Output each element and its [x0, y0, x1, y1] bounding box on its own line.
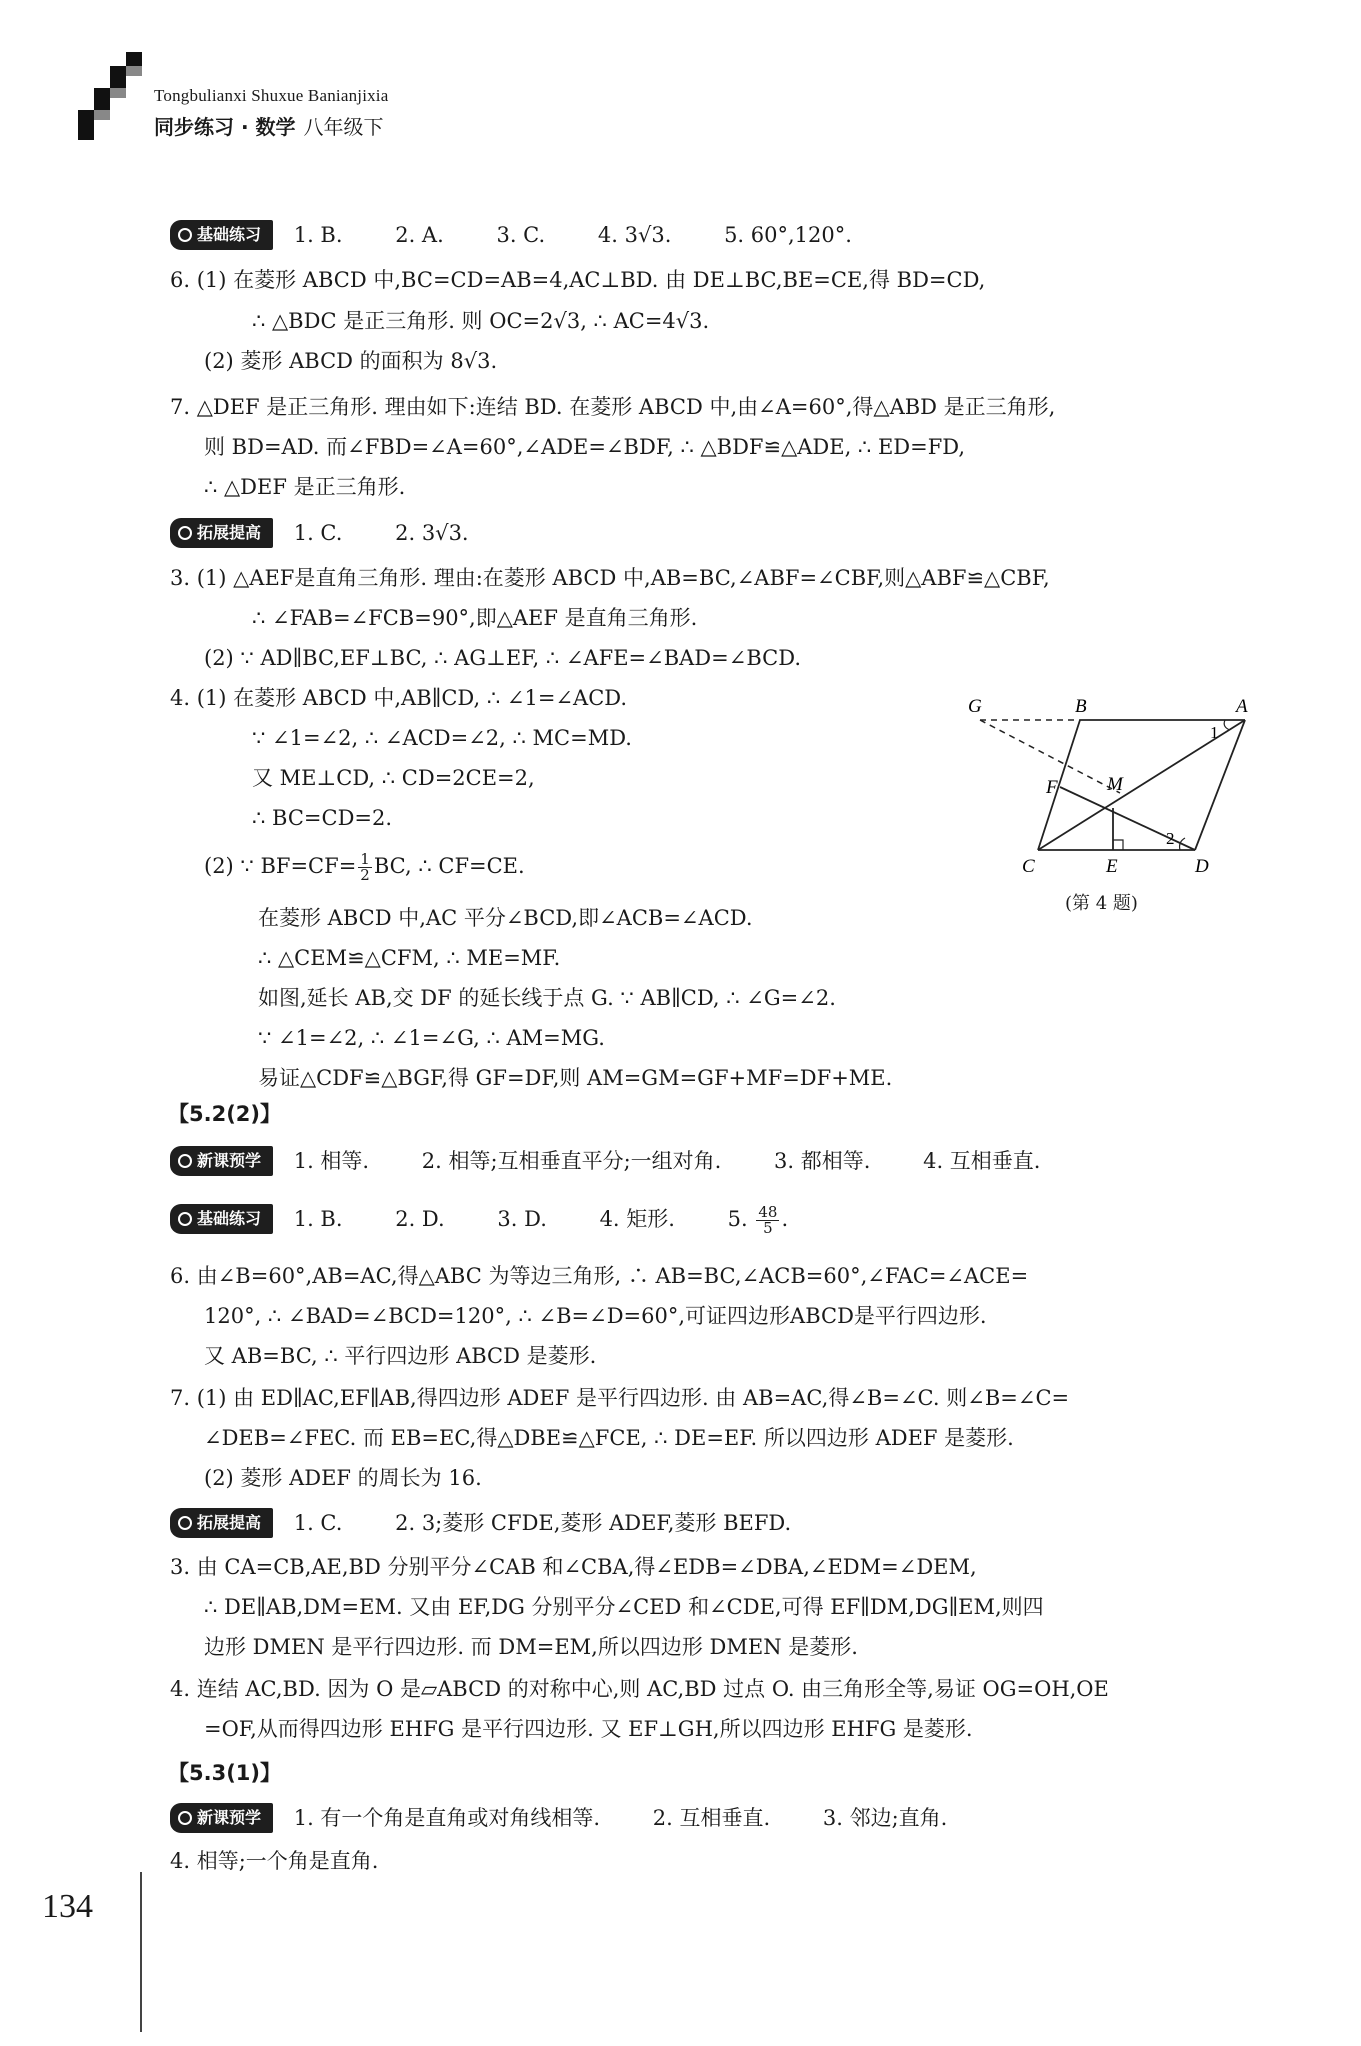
answer-row-preview-1: 新课预学 1. 相等. 2. 相等;互相垂直平分;一组对角. 3. 都相等. 4. 互相垂直.: [170, 1146, 1040, 1176]
figure-label-angle-2: 2: [1166, 829, 1175, 848]
answer-b3-line-2: ∴ ∠FAB=∠FCB=90°,即△AEF 是直角三角形.: [252, 606, 698, 630]
figure-label-f: F: [1046, 777, 1058, 798]
answer-b4-line-5: (2) ∵ BF=CF= $\frac{1}{2}$ BC, ∴ CF=CE.: [204, 850, 525, 884]
section-heading-5-2-2: 【5.2(2)】: [168, 1102, 282, 1126]
answer-7-line-1: 7. △DEF 是正三角形. 理由如下:连结 BD. 在菱形 ABCD 中,由∠A=60°,得△ABD 是正三角形,: [170, 395, 1056, 419]
answer-row-extend-1: 拓展提高 1. C. 2. 3√3.: [170, 518, 469, 548]
figure-right-angle-mark: [1113, 840, 1123, 850]
question-4-figure: [960, 690, 1250, 880]
figure-label-b: B: [1075, 696, 1087, 717]
figure-label-angle-1: 1: [1210, 723, 1219, 742]
answer-d7-line-2: ∠DEB=∠FEC. 而 EB=EC,得△DBE≌△FCE, ∴ DE=EF. 所以四边形 ADEF 是菱形.: [204, 1426, 1014, 1450]
answer-b3-line-1: 3. (1) △AEF是直角三角形. 理由:在菱形 ABCD 中,AB=BC,∠ABF=∠CBF,则△ABF≌△CBF,: [170, 566, 1050, 590]
figure-angle1-arc: [1224, 720, 1230, 730]
figure-label-c: C: [1022, 856, 1035, 877]
badge-extension: 拓展提高: [170, 518, 273, 548]
header-title: 同步练习 · 数学: [154, 115, 296, 139]
figure-label-d: D: [1195, 856, 1209, 877]
book-icon: [178, 228, 192, 242]
answer-b4-line-10: 易证△CDF≌△BGF,得 GF=DF,则 AM=GM=GF+MF=DF+ME.: [258, 1066, 893, 1090]
figure-caption: (第 4 题): [1065, 893, 1138, 914]
book-icon: [178, 526, 192, 540]
page-number: 134: [42, 1888, 93, 1925]
badge-preview-2: 新课预学: [170, 1803, 273, 1833]
header-subtitle: 八年级下: [303, 115, 384, 139]
badge-extension-2: 拓展提高: [170, 1508, 273, 1538]
figure-label-g: G: [968, 696, 982, 717]
answer-d6-line-3: 又 AB=BC, ∴ 平行四边形 ABCD 是菱形.: [204, 1344, 597, 1368]
figure-line-df: [1060, 787, 1195, 850]
answer-6-line-1: 6. (1) 在菱形 ABCD 中,BC=CD=AB=4,AC⊥BD. 由 DE⊥BC,BE=CE,得 BD=CD,: [170, 268, 986, 292]
answer-d6-line-1: 6. 由∠B=60°,AB=AC,得△ABC 为等边三角形, ∴ AB=BC,∠ACB=60°,∠FAC=∠ACE=: [170, 1264, 1029, 1288]
answer-e3-line-2: ∴ DE∥AB,DM=EM. 又由 EF,DG 分别平分∠CED 和∠CDE,可得 EF∥DM,DG∥EM,则四: [204, 1595, 1044, 1619]
header-pinyin-title: Tongbulianxi Shuxue Banianjixia: [154, 86, 389, 105]
answer-7-line-2: 则 BD=AD. 而∠FBD=∠A=60°,∠ADE=∠BDF, ∴ △BDF≌△ADE, ∴ ED=FD,: [204, 435, 966, 459]
answer-d7-line-1: 7. (1) 由 ED∥AC,EF∥AB,得四边形 ADEF 是平行四边形. 由 AB=AC,得∠B=∠C. 则∠B=∠C=: [170, 1386, 1070, 1410]
answer-b4-line-3: 又 ME⊥CD, ∴ CD=2CE=2,: [252, 766, 535, 790]
answer-d6-line-2: 120°, ∴ ∠BAD=∠BCD=120°, ∴ ∠B=∠D=60°,可证四边形ABCD是平行四边形.: [204, 1304, 987, 1328]
book-icon: [178, 1516, 192, 1530]
answer-b4-line-1: 4. (1) 在菱形 ABCD 中,AB∥CD, ∴ ∠1=∠ACD.: [170, 686, 628, 710]
clock-icon: [178, 1154, 192, 1168]
clock-icon: [178, 1811, 192, 1825]
answer-e3-line-3: 边形 DMEN 是平行四边形. 而 DM=EM,所以四边形 DMEN 是菱形.: [204, 1635, 858, 1659]
answer-f4: 4. 相等;一个角是直角.: [170, 1849, 379, 1873]
figure-side-cb: [1038, 720, 1080, 850]
answer-row-preview-2: 新课预学 1. 有一个角是直角或对角线相等. 2. 互相垂直. 3. 邻边;直角.: [170, 1803, 947, 1833]
fraction-half: $\frac{1}{2}$: [360, 850, 370, 884]
answer-b4-line-7: ∴ △CEM≌△CFM, ∴ ME=MF.: [258, 946, 561, 970]
answer-d7-line-3: (2) 菱形 ADEF 的周长为 16.: [204, 1466, 482, 1490]
answer-e4-line-2: =OF,从而得四边形 EHFG 是平行四边形. 又 EF⊥GH,所以四边形 EHFG 是菱形.: [204, 1717, 973, 1741]
answer-6-line-3: (2) 菱形 ABCD 的面积为 8√3.: [204, 349, 498, 373]
answer-b4-line-4: ∴ BC=CD=2.: [252, 806, 393, 830]
header-book-title: [154, 111, 384, 140]
footer-divider: [140, 1872, 142, 2032]
answer-e3-line-1: 3. 由 CA=CB,AE,BD 分别平分∠CAB 和∠CBA,得∠EDB=∠DBA,∠EDM=∠DEM,: [170, 1555, 977, 1579]
answer-6-line-2: ∴ △BDC 是正三角形. 则 OC=2√3, ∴ AC=4√3.: [252, 309, 710, 333]
figure-label-m: M: [1107, 774, 1123, 795]
answer-b3-line-3: (2) ∵ AD∥BC,EF⊥BC, ∴ AG⊥EF, ∴ ∠AFE=∠BAD=∠BCD.: [204, 646, 801, 670]
answer-e4-line-1: 4. 连结 AC,BD. 因为 O 是▱ABCD 的对称中心,则 AC,BD 过点 O. 由三角形全等,易证 OG=OH,OE: [170, 1677, 1109, 1701]
section-heading-5-3-1: 【5.3(1)】: [168, 1761, 282, 1785]
book-icon: [178, 1212, 192, 1226]
badge-basic-practice: 基础练习: [170, 220, 273, 250]
answer-row-basic-2: 基础练习 1. B. 2. D. 3. D. 4. 矩形. 5. $\frac{48}{5}$ .: [170, 1204, 788, 1236]
answer-b4-line-8: 如图,延长 AB,交 DF 的延长线于点 G. ∵ AB∥CD, ∴ ∠G=∠2.: [258, 986, 836, 1010]
answer-b4-line-6: 在菱形 ABCD 中,AC 平分∠BCD,即∠ACB=∠ACD.: [258, 906, 753, 930]
answer-row-extend-2: 拓展提高 1. C. 2. 3;菱形 CFDE,菱形 ADEF,菱形 BEFD.: [170, 1508, 791, 1538]
figure-label-a: A: [1236, 696, 1248, 717]
answer-b4-line-9: ∵ ∠1=∠2, ∴ ∠1=∠G, ∴ AM=MG.: [258, 1026, 605, 1050]
figure-side-ad: [1195, 720, 1245, 850]
fraction-48-5: $\frac{48}{5}$: [758, 1203, 778, 1237]
badge-preview: 新课预学: [170, 1146, 273, 1176]
badge-basic-practice-2: 基础练习: [170, 1204, 273, 1234]
answer-7-line-3: ∴ △DEF 是正三角形.: [204, 475, 406, 499]
answer-row-basic-1: 基础练习 1. B. 2. A. 3. C. 4. 3√3. 5. 60°,120°.: [170, 220, 852, 250]
answer-b4-line-2: ∵ ∠1=∠2, ∴ ∠ACD=∠2, ∴ MC=MD.: [252, 726, 632, 750]
figure-label-e: E: [1106, 856, 1118, 877]
